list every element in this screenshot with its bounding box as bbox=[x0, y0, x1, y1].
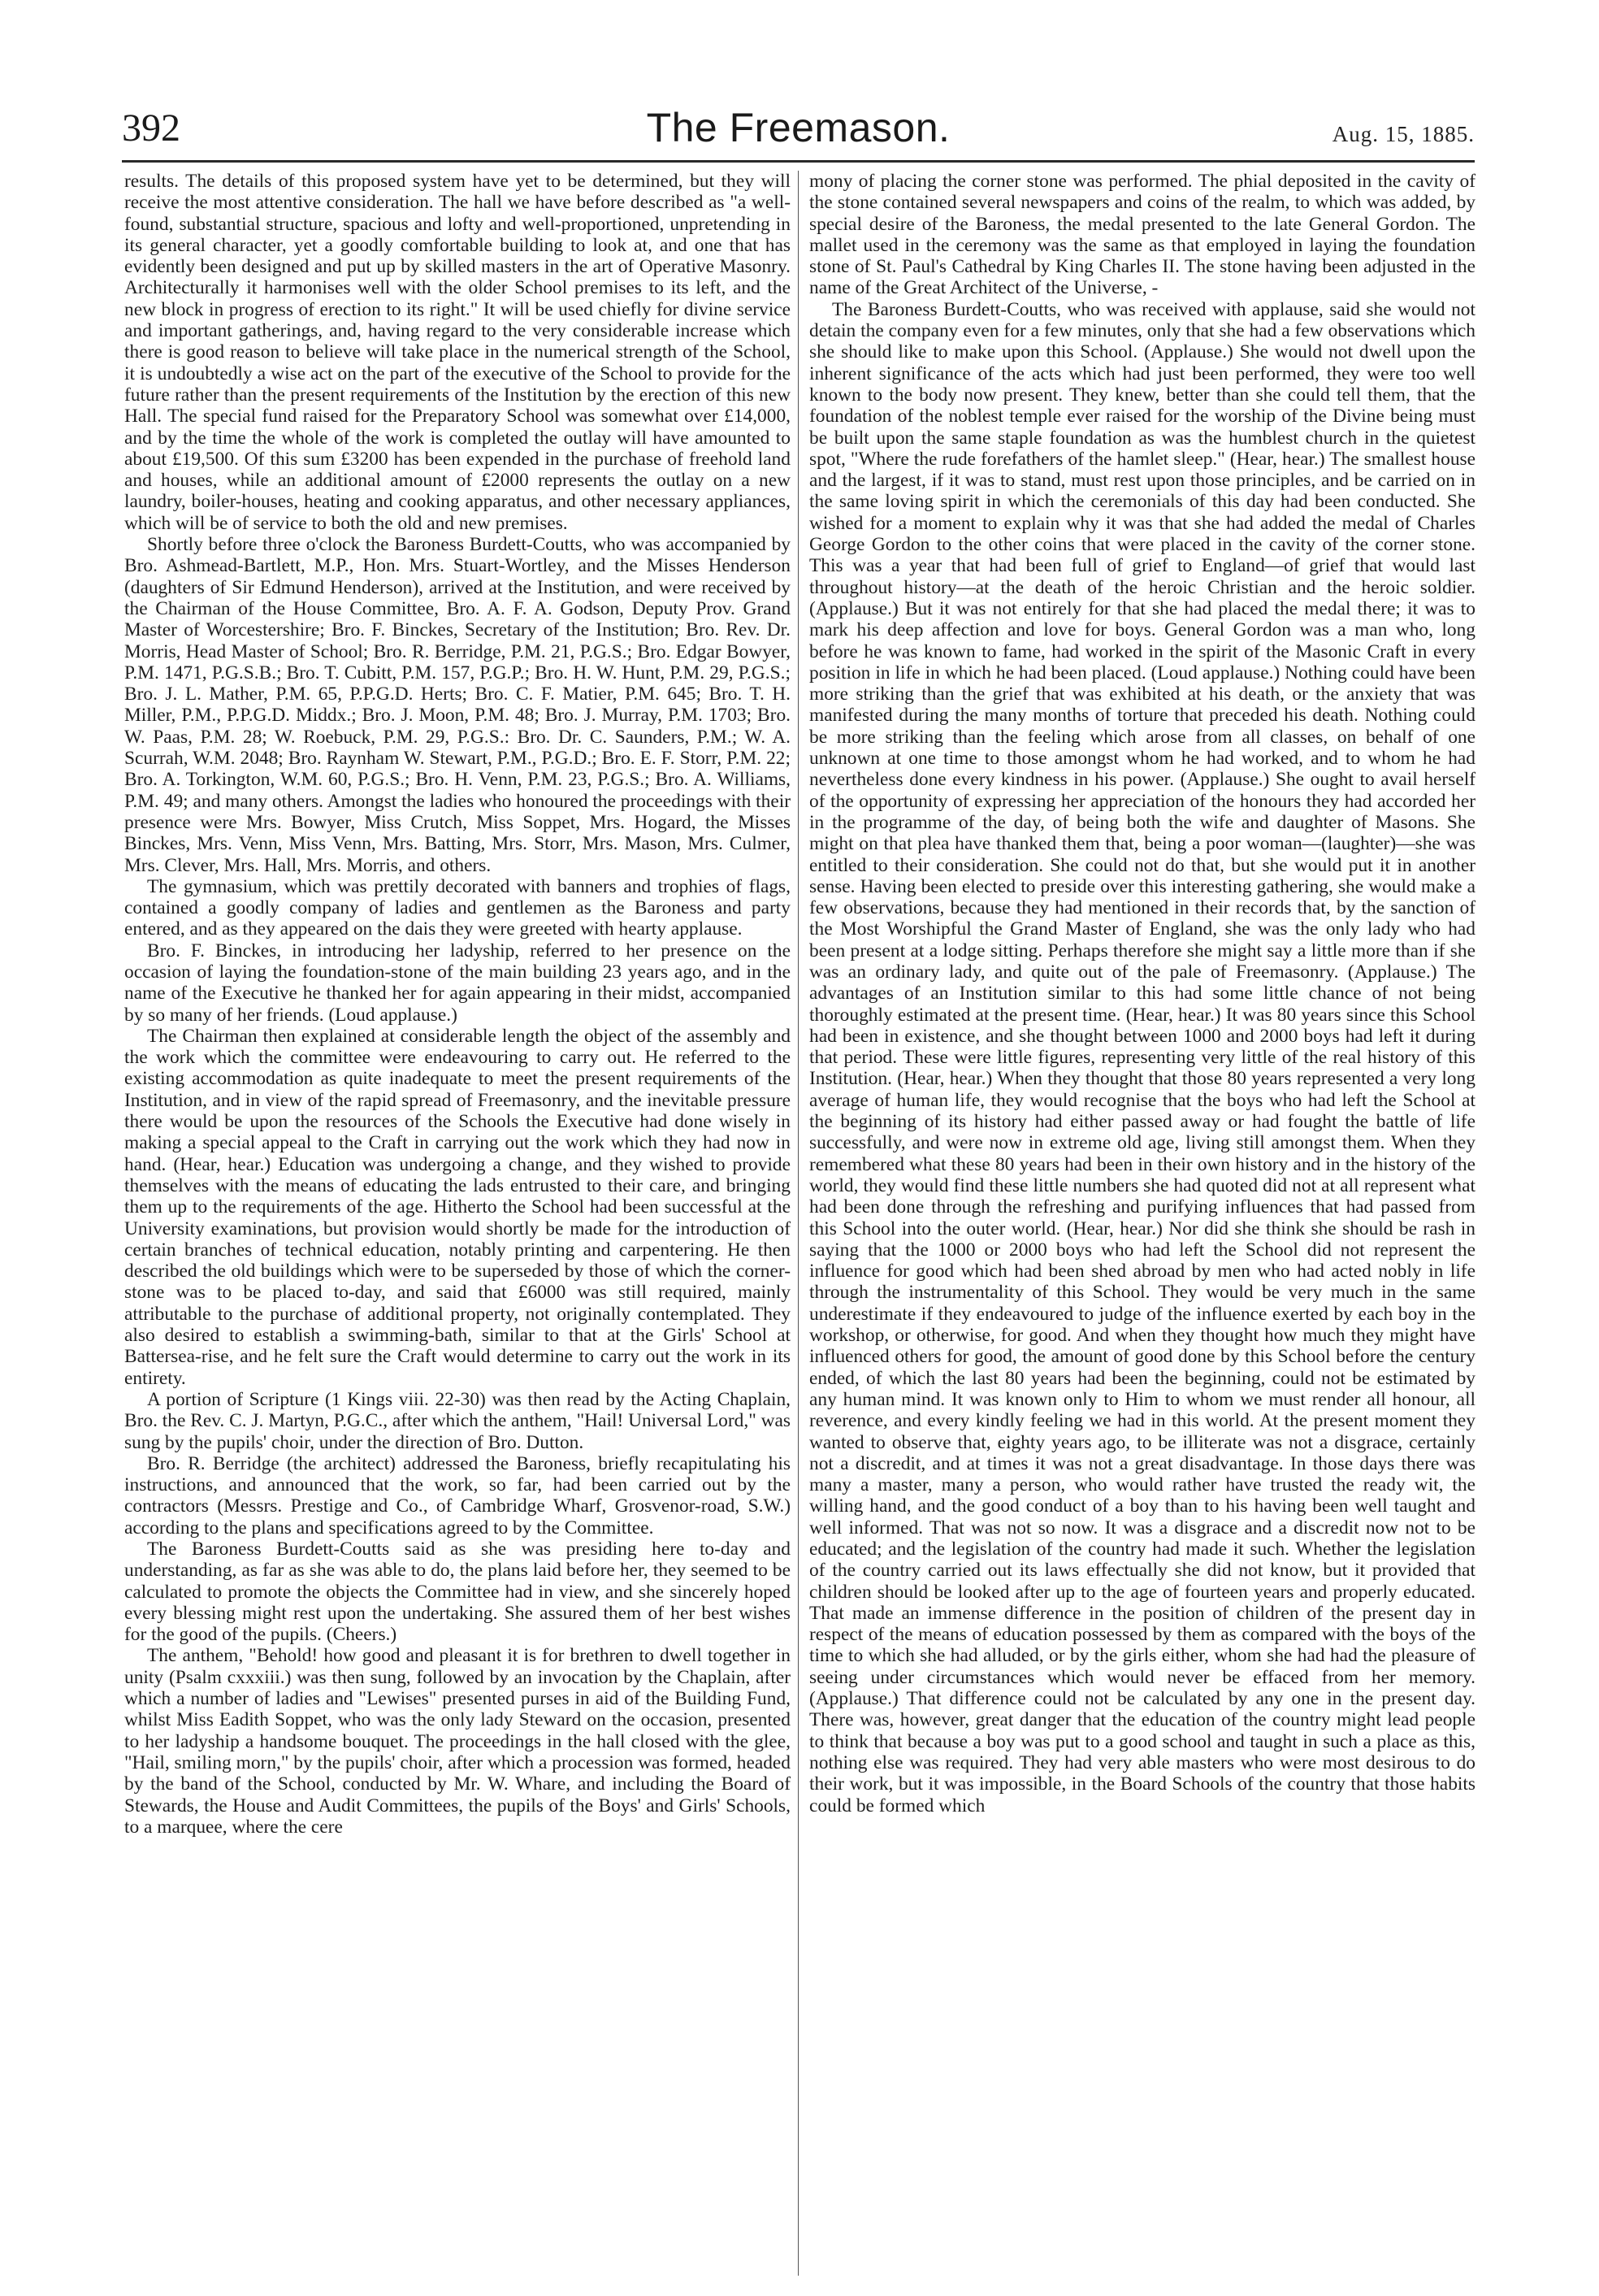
paragraph: The Chairman then explained at considerable length the object of the assembly and the work which the committee were endeavouring to carry out. He referred to the existing accommodation as quite inadequate to meet the present requirements of the Institution, and in view of the rapid spread of Freemasonry, and the inevitable pressure there would be upon the resources of the Schools the Executive had done wisely in making a special appeal to the Craft in carrying out the work which they had now in hand. (Hear, hear.) Education was undergoing a change, and they wished to provide themselves with the means of educating the lads entrusted to their care, and bringing them up to the requirements of the age. Hitherto the School had been successful at the University examinations, but provision would shortly be made for the introduction of certain branches of technical education, notably printing and carpentering. He then described the old buildings which were to be superseded by those of which the corner-stone was to be placed to-day, and said that £6000 was still required, mainly attributable to the purchase of additional property, not originally contemplated. They also desired to establish a swimming-bath, similar to that at the Girls' School at Battersea-rise, and he felt sure the Craft would determine to carry out the work in its entirety. bbox=[124, 1025, 791, 1389]
paragraph: A portion of Scripture (1 Kings viii. 22-30) was then read by the Acting Chaplain, Bro. the Rev. C. J. Martyn, P.G.C., after which the anthem, "Hail! Universal Lord," was sung by the pupils' choir, under the direction of Bro. Dutton. bbox=[124, 1388, 791, 1453]
right-column bbox=[809, 171, 1476, 1816]
paragraph: results. The details of this proposed system have yet to be determined, but they will receive the most attentive consideration. The hall we have before described as "a well-found, substantial structure, spacious and lofty and well-proportioned, unpretending in its general character, yet a goodly comfortable building to look at, and one that has evidently been designed and put up by skilled masters in the art of Operative Masonry. Architecturally it harmonises well with the older School premises to its left, and the new block in progress of erection to its right." It will be used chiefly for divine service and important gatherings, and, having regard to the very considerable increase which there is good reason to believe will take place in the numerical strength of the School, it is undoubtedly a wise act on the part of the executive of the School to provide for the future rather than the present requirements of the Institution by the erection of this new Hall. The special fund raised for the Preparatory School was somewhat over £14,000, and by the time the whole of the work is completed the outlay will have amounted to about £19,500. Of this sum £3200 has been expended in the purchase of freehold land and houses, while an additional amount of £2000 represents the outlay on a new laundry, boiler-houses, heating and cooking apparatus, and other necessary appliances, which will be of service to both the old and new premises. bbox=[124, 171, 791, 534]
page-number: 392 bbox=[122, 106, 180, 150]
header-rule bbox=[122, 160, 1475, 163]
paragraph: Bro. R. Berridge (the architect) addressed the Baroness, briefly recapitulating his instructions, and announced that the work, so far, had been carried out by the contractors (Messrs. Prestige and Co., of Cambridge Wharf, Grosvenor-road, S.W.) according to the plans and specifications agreed to by the Committee. bbox=[124, 1452, 791, 1539]
paragraph: The gymnasium, which was prettily decorated with banners and trophies of flags, contained a goodly company of ladies and gentlemen as the Baroness and party entered, and as they appeared on the dais they were greeted with hearty applause. bbox=[124, 875, 791, 940]
column-divider bbox=[798, 171, 799, 2276]
left-column bbox=[124, 171, 791, 1838]
paragraph: The anthem, "Behold! how good and pleasant it is for brethren to dwell together in unity (Psalm cxxxiii.) was then sung, followed by an invocation by the Chaplain, after which a number of ladies and "Lewises" presented purses in aid of the Building Fund, whilst Miss Eadith Soppet, who was the only lady Steward on the occasion, presented to her ladyship a handsome bouquet. The proceedings in the hall closed with the glee, "Hail, smiling morn," by the pupils' choir, after which a procession was formed, headed by the band of the School, conducted by Mr. W. Whare, and including the Board of Stewards, the House and Audit Committees, the pupils of the Boys' and Girls' Schools, to a marquee, where the cere bbox=[124, 1645, 791, 1838]
issue-date: Aug. 15, 1885. bbox=[1332, 122, 1475, 146]
publication-title: The Freemason. bbox=[646, 105, 951, 150]
masthead bbox=[122, 104, 1475, 156]
paragraph: Shortly before three o'clock the Baroness Burdett-Coutts, who was accompanied by Bro. Ashmead-Bartlett, M.P., Hon. Mrs. Stuart-Wortley, and the Misses Henderson (daughters of Sir Edmund Henderson), arrived at the Institution, and were received by the Chairman of the House Committee, Bro. A. F. A. Godson, Deputy Prov. Grand Master of Worcestershire; Bro. F. Binckes, Secretary of the Institution; Bro. Rev. Dr. Morris, Head Master of School; Bro. R. Berridge, P.M. 21, P.G.S.; Bro. Edgar Bowyer, P.M. 1471, P.G.S.B.; Bro. T. Cubitt, P.M. 157, P.G.P.; Bro. H. W. Hunt, P.M. 29, P.G.S.; Bro. J. L. Mather, P.M. 65, P.P.G.D. Herts; Bro. C. F. Matier, P.M. 645; Bro. T. H. Miller, P.M., P.P.G.D. Middx.; Bro. J. Moon, P.M. 48; Bro. J. Murray, P.M. 1703; Bro. W. Paas, P.M. 28; W. Roebuck, P.M. 29, P.G.S.: Bro. Dr. C. Saunders, P.M.; W. A. Scurrah, W.M. 2048; Bro. Raynham W. Stewart, P.M., P.G.D.; Bro. E. F. Storr, P.M. 22; Bro. A. Torkington, W.M. 60, P.G.S.; Bro. H. Venn, P.M. 23, P.G.S.; Bro. A. Williams, P.M. 49; and many others. Amongst the ladies who honoured the proceedings with their presence were Mrs. Bowyer, Miss Crutch, Miss Soppet, Mrs. Hogard, the Misses Binckes, Mrs. Venn, Miss Venn, Mrs. Batting, Mrs. Storr, Mrs. Mason, Mrs. Culmer, Mrs. Clever, Mrs. Hall, Mrs. Morris, and others. bbox=[124, 534, 791, 876]
paragraph: mony of placing the corner stone was performed. The phial deposited in the cavity of the stone contained several newspapers and coins of the realm, to which was added, by special desire of the Baroness, the medal presented to the late General Gordon. The mallet used in the ceremony was the same as that employed in laying the foundation stone of St. Paul's Cathedral by King Charles II. The stone having been adjusted in the name of the Great Architect of the Universe, - bbox=[809, 171, 1476, 299]
paragraph: The Baroness Burdett-Coutts said as she was presiding here to-day and understanding, as far as she was able to do, the plans laid before her, they seemed to be calculated to promote the objects the Committee had in view, and she sincerely hoped every blessing might rest upon the undertaking. She assured them of her best wishes for the good of the pupils. (Cheers.) bbox=[124, 1539, 791, 1646]
paragraph: Bro. F. Binckes, in introducing her ladyship, referred to her presence on the occasion of laying the foundation-stone of the main building 23 years ago, and in the name of the Executive he thanked her for again appearing in their midst, accompanied by so many of her friends. (Loud applause.) bbox=[124, 940, 791, 1026]
paragraph: The Baroness Burdett-Coutts, who was received with applause, said she would not detain the company even for a few minutes, only that she had a few observations which she should like to make upon this School. (Applause.) She would not dwell upon the inherent significance of the acts which had just been performed, they were too well known to the body now present. They knew, better than she could tell them, that the foundation of the noblest temple ever raised for the worship of the Divine being must be built upon the same staple foundation as was the humblest church in the quietest spot, "Where the rude forefathers of the hamlet sleep." (Hear, hear.) The smallest house and the largest, if it was to stand, must rest upon those principles, and be carried on in the same loving spirit in which the ceremonials of this day had been conducted. She wished for a moment to explain why it was that she had added the medal of Charles George Gordon to the other coins that were placed in the cavity of the corner stone. This was a year that had been full of grief to England—of grief that would last throughout history—at the death of the heroic Christian and the heroic soldier. (Applause.) But it was not entirely for that she had placed the medal there; it was to mark his deep affection and love for boys. General Gordon was a man who, long before he was known to fame, had worked in the spirit of the Masonic Craft in every position in life in which he had been placed. (Loud applause.) Nothing could have been more striking than the grief that was exhibited at his death, or the anxiety that was manifested during the many months of torture that preceded his death. Nothing could be more striking than the feeling which arose from all classes, on behalf of one unknown at one time to those amongst whom he had worked, and to whom he had nevertheless done every kindness in his power. (Applause.) She ought to avail herself of the opportunity of expressing her appreciation of the honours they had accorded her in the programme of the day, of being both the wife and daughter of Masons. She might on that plea have thanked them that, being a poor woman—(laughter)—she was entitled to their consideration. She could not do that, but she would put it in another sense. Having been elected to preside over this interesting gathering, she would make a few observations, because they had mentioned in their records that, by the sanction of the Most Worshipful the Grand Master of England, she was the only lady who had been present at a lodge sitting. Perhaps therefore she might say a little more than if she was an ordinary lady, and quite out of the pale of Freemasonry. (Applause.) The advantages of an Institution similar to this had some little chance of not being thoroughly estimated at the present time. (Hear, hear.) It was 80 years since this School had been in existence, and she thought between 1000 and 2000 boys had left it during that period. These were little figures, representing very little of the real history of this Institution. (Hear, hear.) When they thought that those 80 years represented a very long average of human life, they would recognise that the boys who had left the School at the beginning of its history had either passed away or had fought the battle of life successfully, and were now in extreme old age, living still amongst them. When they remembered what these 80 years had been in their own history and in the history of the world, they would find these little numbers she had quoted did not at all represent what had been done through the refreshing and purifying influences that had passed from this School into the outer world. (Hear, hear.) Nor did she think she should be rash in saying that the 1000 or 2000 boys who had left the School did not represent the influence for good which had been shed abroad by men who had acted nobly in life through the instrumentality of this School. They would be very much in the same underestimate if they endeavoured to judge of the influence exerted by each boy in the workshop, or otherwise, for good. And when they thought how much they might have influenced others for good, the amount of good done by this School before the century ended, of which the last 80 years had been the beginning, could not be estimated by any human mind. It was known only to Him to whom we must render all honour, all reverence, and every kindly feeling we had in this world. At the present moment they wanted to observe that, eighty years ago, to be illiterate was not a disgrace, certainly not a discredit, and at times it was not a great disadvantage. In those days there was many a master, many a person, who would rather have trusted the ready wit, the willing hand, and the good conduct of a boy than to his having been well taught and well informed. That was not so now. It was a disgrace and a discredit now not to be educated; and the legislation of the country had made it such. Whether the legislation of the country carried out its laws effectually she did not know, but it provided that children should be looked after up to the age of fourteen years and properly educated. That made an immense difference in the position of children of the present day in respect of the means of education possessed by them as compared with the boys of the time to which she had alluded, or by the girls either, whom she had had the pleasure of seeing under circumstances which would never be effaced from her memory. (Applause.) That difference could not be calculated by any one in the present day. There was, however, great danger that the education of the country might lead people to think that because a boy was put to a good school and taught in such a place as this, nothing else was required. They had very able masters who were most desirous to do their work, but it was impossible, in the Board Schools of the country that those habits could be formed which bbox=[809, 298, 1476, 1816]
